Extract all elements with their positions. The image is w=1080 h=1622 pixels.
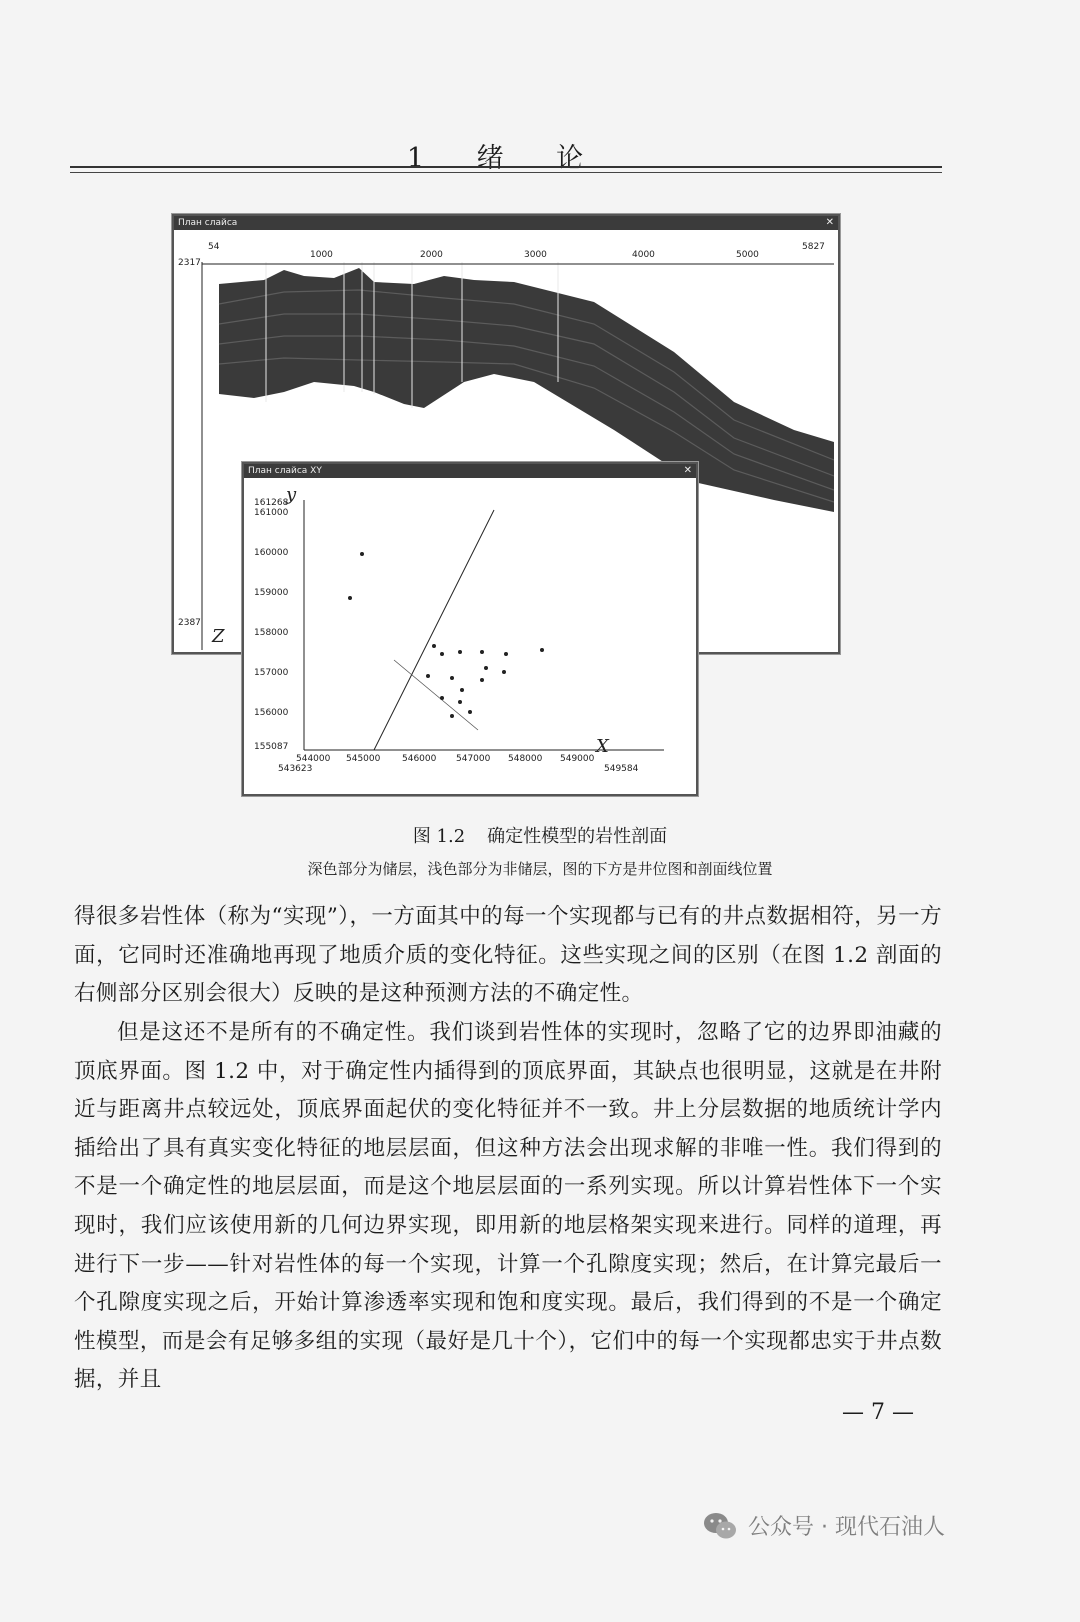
- y-tick-5: 157000: [254, 668, 289, 678]
- well-point: [458, 700, 462, 704]
- y-tick-3: 159000: [254, 588, 289, 598]
- figure-1-2: [172, 214, 840, 794]
- well-map-window-title: План слайса XY: [248, 466, 322, 476]
- well-point: [468, 710, 472, 714]
- section-window-titlebar: [174, 216, 838, 230]
- well-point: [360, 552, 364, 556]
- x-axis-symbol: X: [596, 736, 609, 757]
- well-point: [440, 652, 444, 656]
- watermark: [702, 1510, 945, 1541]
- well-point: [540, 648, 544, 652]
- figure-caption: [0, 822, 1080, 848]
- well-point: [502, 670, 506, 674]
- x-label-2: 2000: [420, 250, 443, 260]
- z-label-top: 2317: [178, 258, 201, 268]
- page-number: — 7 —: [842, 1400, 914, 1425]
- x-label-6: 5827: [802, 242, 825, 252]
- watermark-text: 公众号 · 现代石油人: [748, 1515, 945, 1540]
- well-map-window-titlebar: [244, 464, 696, 478]
- close-icon[interactable]: ✕: [683, 465, 692, 476]
- section-line: [374, 510, 494, 750]
- x-label-4: 4000: [632, 250, 655, 260]
- section-window-title: План слайса: [178, 218, 238, 228]
- header-rule-thick: [70, 166, 942, 168]
- wechat-icon: [702, 1511, 738, 1541]
- x-tick-4: 547000: [456, 754, 491, 764]
- figure-title: 确定性模型的岩性剖面: [487, 826, 668, 847]
- well-point: [480, 678, 484, 682]
- header-rule-thin: [70, 172, 942, 173]
- chapter-title: 1 绪 论: [406, 143, 606, 174]
- well-map-window: [242, 462, 698, 796]
- well-point: [450, 676, 454, 680]
- z-axis-symbol: Z: [212, 626, 225, 647]
- y-tick-1: 161000: [254, 508, 289, 518]
- x-label-3: 3000: [524, 250, 547, 260]
- body-paragraph-1: 得很多岩性体（称为“实现”），一方面其中的每一个实现都与已有的井点数据相符，另一方面，它同时还准确地再现了地质介质的变化特征。这些实现之间的区别（在图 1.2 剖面的右侧部分区别会很大）反映的是这种预测方法的不确定性。: [74, 904, 942, 1007]
- figure-number: 图 1.2: [412, 826, 466, 847]
- x-tick-1: 544000: [296, 754, 331, 764]
- figure-note: 深色部分为储层，浅色部分为非储层，图的下方是井位图和剖面线位置: [307, 860, 773, 878]
- running-header: [70, 128, 942, 174]
- x-tick-5: 548000: [508, 754, 543, 764]
- well-point: [450, 714, 454, 718]
- well-map-plot: [244, 480, 692, 792]
- x-tick-0: 543623: [278, 764, 313, 774]
- section-line-2: [394, 660, 478, 730]
- x-label-0: 54: [208, 242, 220, 252]
- well-point: [460, 688, 464, 692]
- well-point: [484, 666, 488, 670]
- y-tick-7: 155087: [254, 742, 289, 752]
- close-icon[interactable]: ✕: [825, 217, 834, 228]
- x-label-1: 1000: [310, 250, 333, 260]
- well-point: [480, 650, 484, 654]
- well-point: [440, 696, 444, 700]
- well-point: [426, 674, 430, 678]
- x-label-5: 5000: [736, 250, 759, 260]
- y-axis-symbol: y: [286, 484, 297, 505]
- body-paragraph-2: 但是这还不是所有的不确定性。我们谈到岩性体的实现时，忽略了它的边界即油藏的顶底界面。图 1.2 中，对于确定性内插得到的顶底界面，其缺点也很明显，这就是在井附近与距离井点较远处，顶底界面起伏的变化特征并不一致。井上分层数据的地质统计学内插给出了具有真实变化特征的地层层面，但这种方法会出现求解的非唯一性。我们得到的不是一个确定性的地层层面，而是这个地层层面的一系列实现。所以计算岩性体下一个实现时，我们应该使用新的几何边界实现，即用新的地层格架实现来进行。同样的道理，再进行下一步——针对岩性体的每一个实现，计算一个孔隙度实现；然后，在计算完最后一个孔隙度实现之后，开始计算渗透率实现和饱和度实现。最后，我们得到的不是一个确定性模型，而是会有足够多组的实现（最好是几十个），它们中的每一个实现都忠实于井点数据，并且: [74, 1020, 942, 1393]
- y-tick-6: 156000: [254, 708, 289, 718]
- well-point: [348, 596, 352, 600]
- x-tick-6: 549000: [560, 754, 595, 764]
- z-label-bottom: 2387: [178, 618, 201, 628]
- x-tick-3: 546000: [402, 754, 437, 764]
- well-point: [432, 644, 436, 648]
- y-tick-4: 158000: [254, 628, 289, 638]
- well-point: [504, 652, 508, 656]
- y-tick-2: 160000: [254, 548, 289, 558]
- y-tick-0: 161268: [254, 498, 289, 508]
- well-point: [458, 650, 462, 654]
- x-tick-2: 545000: [346, 754, 381, 764]
- x-tick-7: 549584: [604, 764, 639, 774]
